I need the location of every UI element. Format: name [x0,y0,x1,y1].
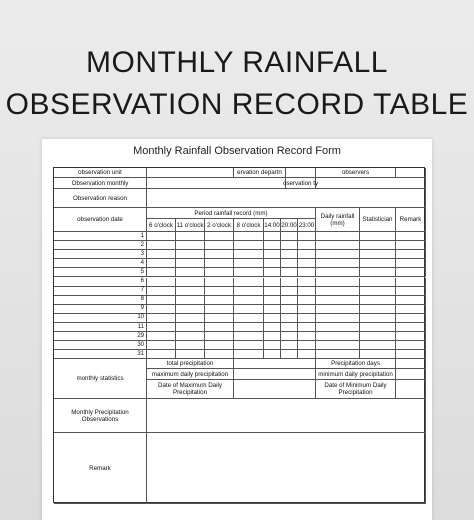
day-row-cell [234,241,264,250]
day-row-cell [298,268,316,277]
day-row-label: 11 [54,323,147,332]
remark-header: Remark [396,208,426,232]
day-row-cell [316,268,360,277]
record-table [53,167,425,503]
remark-bottom-value [147,433,426,504]
day-row-cell [176,241,205,250]
day-row-cell [298,287,316,296]
day-row-cell [360,259,396,268]
day-row-cell [264,278,281,287]
day-row-cell [205,305,234,314]
period-rainfall-header: Period rainfall record (mm) [147,208,316,219]
day-row-cell [176,305,205,314]
day-row-cell [396,296,426,305]
time-column-header: 11 o'clock [176,219,205,232]
day-row-cell [234,250,264,259]
day-row-cell [176,323,205,332]
monthly-observations-label: Monthly Precipitation Observations [54,399,147,433]
day-row-cell [396,268,426,277]
day-row-cell [360,268,396,277]
day-row-cell [205,259,234,268]
day-row-label: 1 [54,232,147,241]
day-row-cell [147,350,176,359]
day-row-cell [147,305,176,314]
day-row-cell [396,232,426,241]
day-row-cell [205,314,234,323]
day-row-cell [316,250,360,259]
day-row-cell [205,350,234,359]
day-row-cell [360,296,396,305]
day-row-cell [205,323,234,332]
observation-date-header: observation date [54,208,147,232]
day-row-cell [316,241,360,250]
day-row-cell [281,332,298,341]
day-row-cell [316,314,360,323]
day-row-cell [316,332,360,341]
day-row-cell [316,296,360,305]
day-row-cell [205,250,234,259]
day-row-cell [281,241,298,250]
day-row-label: 6 [54,278,147,287]
day-row-cell [176,350,205,359]
min-daily-precipitation-label: minimum daily precipitation [316,369,396,380]
day-row-cell [281,287,298,296]
day-row-cell [298,314,316,323]
day-row-label: 8 [54,296,147,305]
day-row-cell [360,314,396,323]
date-max-daily-label: Date of Maximum Daily Precipitation [147,380,234,399]
observation-reason-label: Observation reason [54,189,147,208]
day-row-cell [281,323,298,332]
day-row-cell [264,287,281,296]
time-column-header: 20:00 [281,219,298,232]
day-row-cell [205,296,234,305]
day-row-cell [234,305,264,314]
day-row-cell [281,314,298,323]
day-row-cell [176,259,205,268]
day-row-cell [147,332,176,341]
day-row-cell [234,278,264,287]
day-row-cell [316,323,360,332]
day-row-label: 9 [54,305,147,314]
day-row-cell [298,341,316,350]
day-row-cell [234,332,264,341]
day-row-cell [281,232,298,241]
day-row-cell [147,296,176,305]
date-min-daily-label: Date of Minimum Daily Precipitation [316,380,396,399]
day-row-cell [396,314,426,323]
day-row-cell [264,268,281,277]
day-row-cell [264,259,281,268]
day-row-cell [205,268,234,277]
observation-department-value [286,168,316,178]
day-row-cell [205,341,234,350]
day-row-cell [281,350,298,359]
day-row-cell [264,350,281,359]
day-row-cell [234,287,264,296]
observation-unit-value [147,168,234,178]
date-min-daily-value [396,380,426,399]
day-row-cell [316,278,360,287]
day-row-cell [234,232,264,241]
total-precipitation-label: total precipitation [147,359,234,369]
heading-line-2: OBSERVATION RECORD TABLE [5,88,469,121]
day-row-cell [205,278,234,287]
day-row-cell [316,232,360,241]
form-title: Monthly Rainfall Observation Record Form [133,145,341,157]
day-row-cell [234,268,264,277]
day-row-cell [205,232,234,241]
observation-reason-value [147,189,426,208]
day-row-cell [147,241,176,250]
day-row-cell [298,332,316,341]
day-row-cell [360,250,396,259]
day-row-cell [281,296,298,305]
day-row-label: 29 [54,332,147,341]
time-column-header: 23:00 [298,219,316,232]
day-row-cell [234,323,264,332]
remark-bottom-label: Remark [54,433,147,504]
day-row-label: 4 [54,259,147,268]
time-column-header: 6 o'clock [147,219,176,232]
day-row-cell [281,259,298,268]
day-row-cell [264,296,281,305]
day-row-cell [205,287,234,296]
max-daily-precipitation-label: maximum daily precipitation [147,369,234,380]
heading-line-1: MONTHLY RAINFALL [86,46,388,79]
day-row-cell [316,341,360,350]
day-row-cell [264,323,281,332]
day-row-cell [234,314,264,323]
monthly-observations-value [147,399,426,433]
day-row-cell [147,287,176,296]
day-row-cell [360,341,396,350]
day-row-cell [147,250,176,259]
day-row-cell [298,350,316,359]
day-row-cell [396,278,426,287]
day-row-cell [396,287,426,296]
observation-department-label: ervation departn [234,168,286,178]
day-row-cell [264,341,281,350]
day-row-cell [234,259,264,268]
day-row-cell [396,250,426,259]
day-row-cell [360,350,396,359]
day-row-label: 30 [54,341,147,350]
day-row-cell [316,287,360,296]
day-row-cell [264,332,281,341]
day-row-cell [147,314,176,323]
date-max-daily-value [234,380,316,399]
day-row-cell [147,341,176,350]
day-row-cell [298,323,316,332]
day-row-cell [264,250,281,259]
day-row-cell [396,341,426,350]
total-precipitation-value [234,359,316,369]
day-row-cell [176,296,205,305]
day-row-cell [176,250,205,259]
day-row-cell [298,296,316,305]
day-row-cell [316,259,360,268]
time-column-header: 2 o'clock [205,219,234,232]
page-heading [0,42,474,126]
day-row-cell [264,314,281,323]
day-row-cell [147,278,176,287]
day-row-label: 5 [54,268,147,277]
day-row-cell [316,350,360,359]
day-row-cell [205,332,234,341]
form-sheet [42,139,432,520]
day-row-cell [298,241,316,250]
day-row-cell [281,250,298,259]
day-row-cell [298,232,316,241]
day-row-label: 10 [54,314,147,323]
observation-monthly-label: Observation monthly [54,178,147,189]
day-row-cell [264,241,281,250]
day-row-cell [147,259,176,268]
day-row-cell [234,296,264,305]
precipitation-days-label: Precipitation days [316,359,396,369]
day-row-cell [264,232,281,241]
day-row-cell [360,323,396,332]
day-row-cell [234,350,264,359]
day-row-cell [176,332,205,341]
observers-label: observers [316,168,396,178]
day-row-cell [360,232,396,241]
day-row-cell [281,268,298,277]
day-row-cell [360,287,396,296]
day-row-cell [360,241,396,250]
day-row-cell [298,305,316,314]
day-row-cell [264,305,281,314]
observation-type-value [316,178,426,189]
daily-rainfall-header: Daily rainfall (mm) [316,208,360,232]
day-row-label: 3 [54,250,147,259]
min-daily-precipitation-value [396,369,426,380]
day-row-cell [396,241,426,250]
day-row-cell [360,332,396,341]
day-row-cell [281,341,298,350]
day-row-cell [147,323,176,332]
day-row-cell [281,305,298,314]
day-row-cell [147,268,176,277]
day-row-cell [396,259,426,268]
day-row-cell [396,350,426,359]
day-row-cell [176,232,205,241]
observation-unit-label: observation unit [54,168,147,178]
day-row-cell [147,232,176,241]
observation-type-label: oservation ty [286,178,316,189]
day-row-cell [234,341,264,350]
day-row-cell [176,287,205,296]
statistician-header: Statistician [360,208,396,232]
day-row-cell [298,278,316,287]
time-column-header: 8 o'clock [234,219,264,232]
max-daily-precipitation-value [234,369,316,380]
observers-value [396,168,426,178]
day-row-cell [176,278,205,287]
day-row-cell [396,323,426,332]
time-column-header: 14:00 [264,219,281,232]
record-table-container [53,167,425,503]
day-row-label: 2 [54,241,147,250]
precipitation-days-value [396,359,426,369]
day-row-cell [176,341,205,350]
day-row-cell [360,278,396,287]
day-row-label: 31 [54,350,147,359]
day-row-cell [316,305,360,314]
day-row-cell [176,268,205,277]
day-row-cell [176,314,205,323]
day-row-cell [360,305,396,314]
monthly-statistics-label: monthly statistics [54,359,147,399]
day-row-label: 7 [54,287,147,296]
day-row-cell [396,332,426,341]
day-row-cell [396,305,426,314]
day-row-cell [281,278,298,287]
observation-monthly-value [147,178,286,189]
day-row-cell [298,259,316,268]
day-row-cell [205,241,234,250]
day-row-cell [298,250,316,259]
